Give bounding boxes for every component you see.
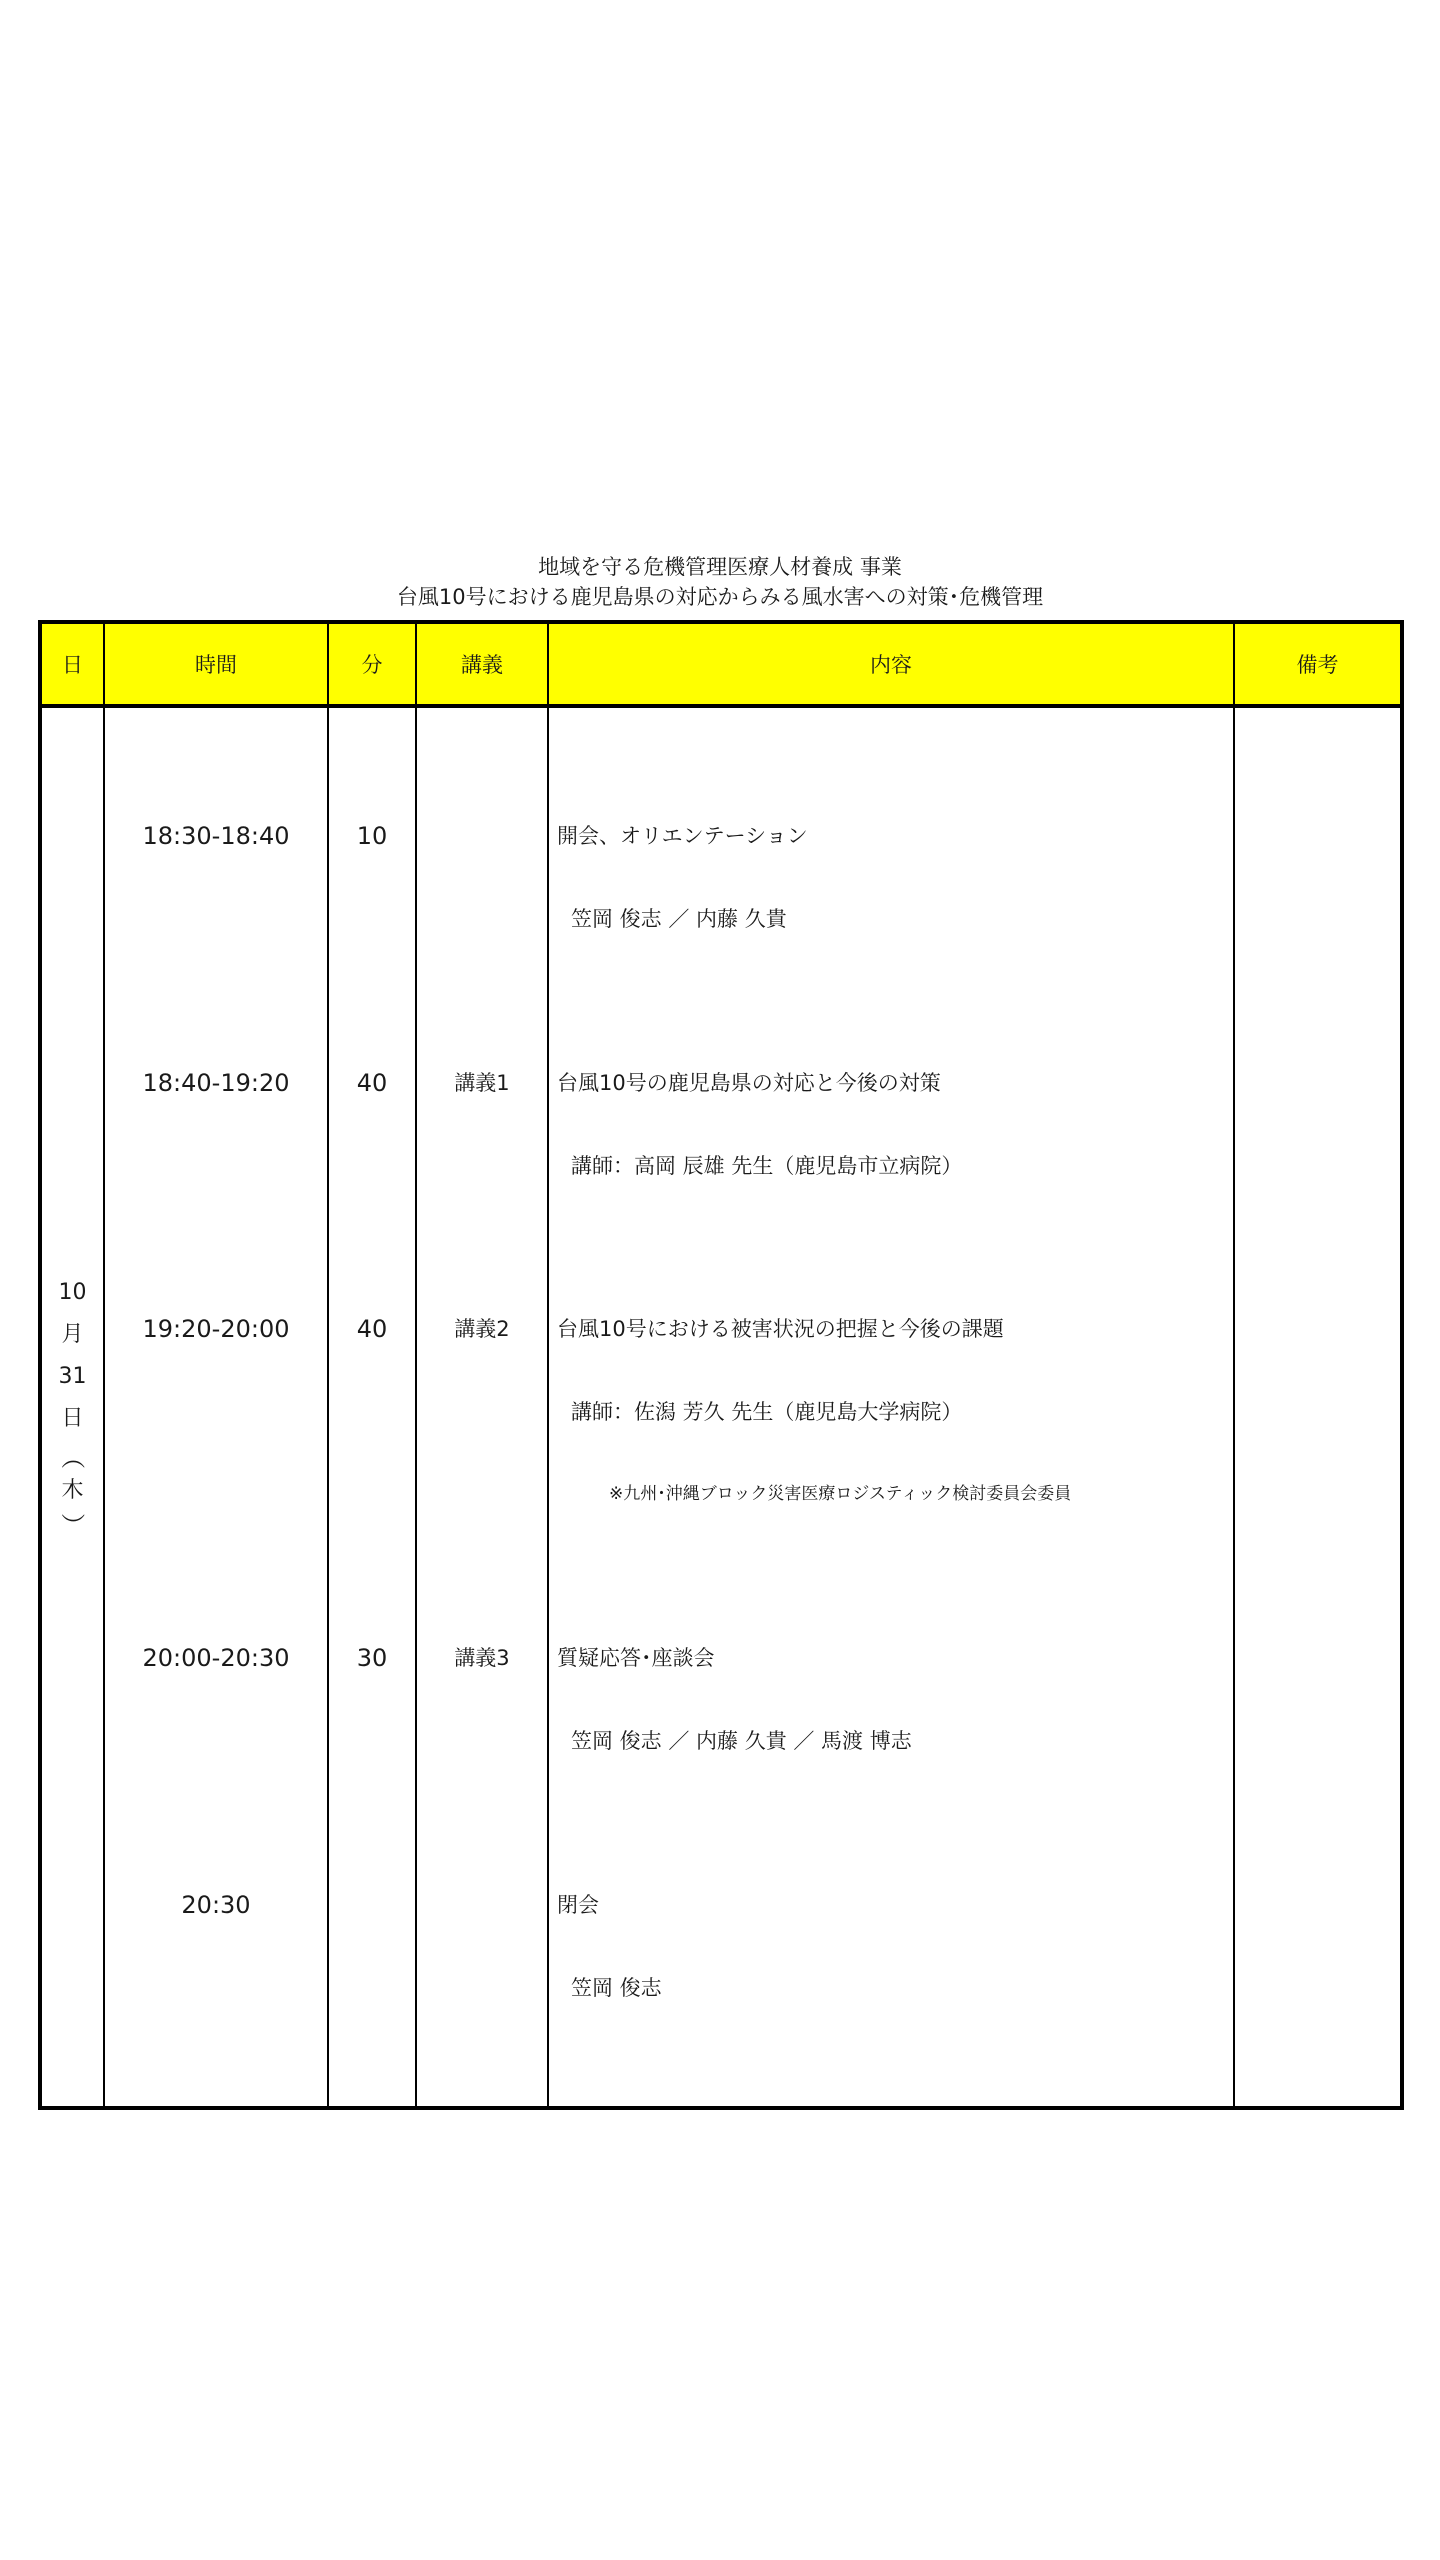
document-title	[0, 552, 1440, 612]
session-speaker: 笠岡 俊志	[571, 1976, 662, 2000]
session-speaker: 笠岡 俊志 ／ 内藤 久貴 ／ 馬渡 博志	[571, 1729, 912, 1753]
date-paren-open: （	[58, 1445, 87, 1469]
date-cell	[40, 706, 104, 2108]
session-speaker: 笠岡 俊志 ／ 内藤 久貴	[571, 907, 787, 931]
remarks-column	[1234, 706, 1402, 2108]
session-time: 20:30	[181, 1891, 251, 1919]
session-time: 18:40-19:20	[142, 1069, 290, 1097]
session-title: 台風10号の鹿児島県の対応と今後の対策	[557, 1071, 941, 1095]
session-title: 台風10号における被害状況の把握と今後の課題	[557, 1317, 1004, 1341]
header-lecture: 講義	[416, 622, 548, 706]
header-row	[40, 622, 1402, 706]
session-lecture: 講義3	[454, 1646, 510, 1670]
session-minutes: 40	[356, 1069, 388, 1097]
header-time: 時間	[104, 622, 328, 706]
schedule-table	[38, 620, 1404, 2110]
schedule-row	[40, 706, 1402, 2108]
session-speaker: 講師：佐潟 芳久 先生（鹿児島大学病院）	[571, 1400, 963, 1424]
session-lecture: 講義2	[454, 1317, 510, 1341]
header-date: 日	[40, 622, 104, 706]
date-paren-close: ）	[58, 1513, 87, 1537]
title-line-1: 地域を守る危機管理医療人材養成 事業	[538, 555, 902, 579]
session-time: 18:30-18:40	[142, 822, 290, 850]
time-column	[104, 706, 328, 2108]
session-speaker: 講師：高岡 辰雄 先生（鹿児島市立病院）	[571, 1154, 963, 1178]
session-title: 質疑応答･座談会	[557, 1646, 715, 1670]
date-day-num: 31	[58, 1364, 87, 1389]
date-month-num: 10	[58, 1280, 87, 1305]
date-day-of-week: 木	[61, 1478, 84, 1503]
date-day-char: 日	[61, 1406, 84, 1431]
content-column	[548, 706, 1234, 2108]
session-note: ※九州･沖縄ブロック災害医療ロジスティック検討委員会委員	[609, 1484, 1072, 1504]
session-title: 閉会	[557, 1893, 599, 1917]
session-minutes: 10	[356, 822, 388, 850]
minutes-column	[328, 706, 416, 2108]
session-lecture: 講義1	[454, 1071, 510, 1095]
session-time: 20:00-20:30	[142, 1644, 290, 1672]
session-minutes: 30	[356, 1644, 388, 1672]
session-minutes: 40	[356, 1315, 388, 1343]
title-line-2: 台風10号における鹿児島県の対応からみる風水害への対策･危機管理	[396, 585, 1044, 609]
session-time: 19:20-20:00	[142, 1315, 290, 1343]
lecture-column	[416, 706, 548, 2108]
session-title: 開会、オリエンテーション	[557, 824, 808, 848]
date-month-char: 月	[61, 1322, 84, 1347]
header-minutes: 分	[328, 622, 416, 706]
header-content: 内容	[548, 622, 1234, 706]
header-remarks: 備考	[1234, 622, 1402, 706]
